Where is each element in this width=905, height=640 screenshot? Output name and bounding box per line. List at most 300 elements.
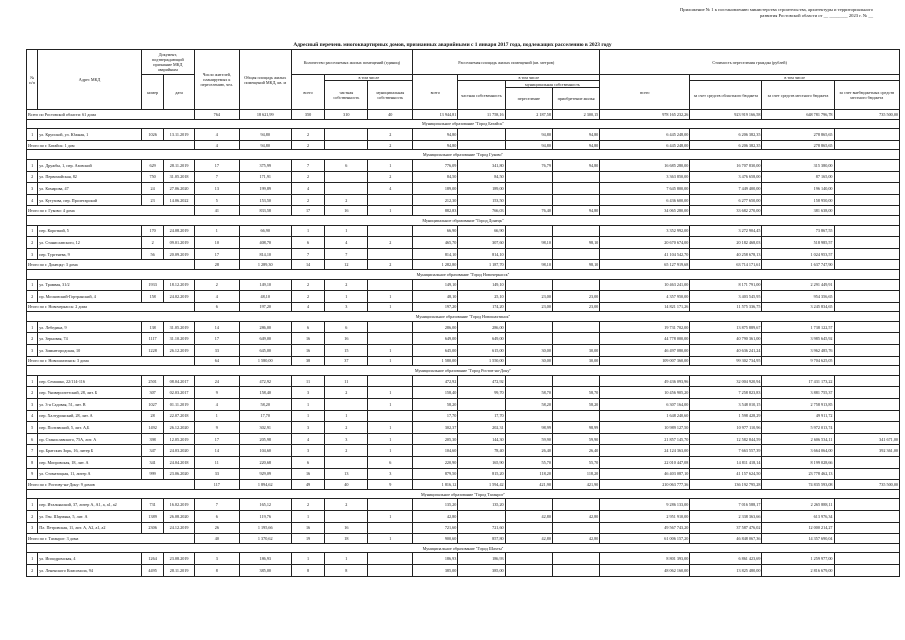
row-cell: 954 356,65 — [762, 291, 834, 303]
total-label: Итого по г. Ростову-на-Дону: 9 домов — [27, 480, 195, 490]
total-cell: 42,80 — [552, 534, 599, 544]
row-address: ул. Станиславского, 12 — [38, 237, 142, 249]
col-rooms-municipal: муниципальная собственность — [368, 81, 413, 110]
row-cell: 2 — [325, 422, 368, 434]
table-row — [27, 129, 900, 141]
row-cell — [834, 375, 899, 387]
row-cell — [834, 399, 899, 411]
row-cell — [505, 225, 552, 237]
total-cell: 197,20 — [239, 302, 291, 312]
total-cell: 98,10 — [505, 260, 552, 270]
total-cell: 6 206 382,35 — [690, 140, 762, 150]
row-cell: 104,60 — [413, 445, 458, 457]
table-row — [27, 194, 900, 206]
total-cell: 2 — [291, 140, 325, 150]
table-row — [27, 375, 900, 387]
table-row — [27, 499, 900, 511]
total-cell: 1 370,62 — [239, 534, 291, 544]
row-cell: 98,99 — [552, 422, 599, 434]
total-cell: 49 — [291, 480, 325, 490]
row-cell — [505, 321, 552, 333]
row-doc-number: 170 — [141, 225, 164, 237]
total-cell: 63 714 171,61 — [690, 260, 762, 270]
table-row — [27, 171, 900, 183]
row-cell: 158,40 — [413, 387, 458, 399]
row-cell: 1 — [291, 510, 325, 522]
total-cell — [834, 302, 899, 312]
row-cell: 3 — [368, 468, 413, 480]
row-cell: 10 — [194, 237, 239, 249]
row-cell: 17 — [194, 433, 239, 445]
row-doc-date: 23.06.2020 — [164, 468, 194, 480]
row-cell — [552, 375, 599, 387]
row-cell: 6 445 248,00 — [600, 129, 690, 141]
row-cell — [325, 399, 368, 411]
row-cell: 165,90 — [458, 457, 505, 469]
row-cell: 1 — [291, 410, 325, 422]
row-address: пер. Университетский, 28, лит. Б — [38, 387, 142, 399]
table-row — [27, 291, 900, 303]
row-cell: 472,92 — [458, 375, 505, 387]
row-cell: 2 — [291, 194, 325, 206]
row-cell: 84,50 — [458, 171, 505, 183]
col-resettle-area: Расселяемая площадь жилых помещений (кв. метров) — [413, 50, 600, 75]
row-cell — [368, 321, 413, 333]
row-cell: 315 380,00 — [762, 159, 834, 171]
total-cell: 94,80 — [239, 140, 291, 150]
row-cell: 6 — [291, 321, 325, 333]
row-cell: 307,60 — [458, 237, 505, 249]
total-cell: 735 500,00 — [834, 110, 899, 120]
row-number: 1 — [27, 159, 38, 171]
row-cell — [834, 564, 899, 576]
row-cell: 30,00 — [552, 345, 599, 357]
row-cell: 186,93 — [239, 553, 291, 565]
row-cell — [552, 248, 599, 260]
row-cell: 220,90 — [413, 457, 458, 469]
total-label: Всего по Ростовской области: 61 дома — [27, 110, 195, 120]
table-row — [27, 387, 900, 399]
row-doc-number: 341 — [141, 457, 164, 469]
row-doc-date: 31.10.2019 — [164, 333, 194, 345]
row-cell: 23,00 — [552, 291, 599, 303]
total-cell: 735 500,00 — [834, 480, 899, 490]
row-doc-date: 24.04.2018 — [164, 457, 194, 469]
total-cell: 18 — [325, 534, 368, 544]
total-cell: 2 — [368, 260, 413, 270]
row-cell: 149,10 — [413, 279, 458, 291]
row-cell: 2 606 534,11 — [762, 433, 834, 445]
row-cell: 8 199 028,66 — [762, 457, 834, 469]
row-cell: 32 004 920,94 — [690, 375, 762, 387]
row-cell — [458, 399, 505, 411]
row-cell: 2 — [368, 129, 413, 141]
row-cell — [368, 333, 413, 345]
row-doc-number: 2306 — [141, 522, 164, 534]
row-cell — [325, 129, 368, 141]
row-cell: 20 182 468,03 — [690, 237, 762, 249]
row-number: 2 — [27, 510, 38, 522]
total-cell: 9 — [368, 480, 413, 490]
row-cell: 3 363 850,00 — [600, 171, 690, 183]
col-area: Общая площадь жилых помещений МКД, кв. м — [239, 50, 291, 110]
row-cell — [325, 457, 368, 469]
row-cell: 25,10 — [458, 291, 505, 303]
row-doc-date: 31.05.2018 — [164, 171, 194, 183]
total-cell: 4 — [291, 302, 325, 312]
subtotal-row — [27, 356, 900, 366]
table-row — [27, 468, 900, 480]
row-number: 2 — [27, 333, 38, 345]
row-cell: 4 — [291, 433, 325, 445]
row-cell — [834, 171, 899, 183]
row-cell: 649,00 — [239, 333, 291, 345]
subtotal-row — [27, 260, 900, 270]
row-cell: 48 062 160,00 — [600, 564, 690, 576]
row-cell: 2 — [368, 171, 413, 183]
row-cell: 4 — [194, 291, 239, 303]
row-cell: 1 — [368, 159, 413, 171]
row-doc-number: 138 — [141, 321, 164, 333]
col-ra-municipal: муниципальная собственность — [505, 81, 600, 88]
row-cell: 4 — [194, 129, 239, 141]
row-cell: 149,10 — [239, 279, 291, 291]
total-cell: 2 187,58 — [505, 110, 552, 120]
row-cell: 8 801 393,00 — [600, 553, 690, 565]
row-cell: 23,00 — [505, 291, 552, 303]
row-cell: 3 548 010,15 — [690, 399, 762, 411]
row-cell: 929,09 — [239, 468, 291, 480]
table-row — [27, 248, 900, 260]
row-cell: 9 — [194, 387, 239, 399]
row-number: 4 — [27, 410, 38, 422]
row-cell — [834, 159, 899, 171]
row-cell: 14 — [194, 445, 239, 457]
col-cost-total: всего — [600, 75, 690, 110]
table-row — [27, 445, 900, 457]
row-cell: 341 671,00 — [834, 433, 899, 445]
row-doc-number: 2 — [141, 237, 164, 249]
row-number: 9 — [27, 468, 38, 480]
row-cell: 99,70 — [458, 387, 505, 399]
total-cell — [325, 140, 368, 150]
col-planned-people: Число жителей, планируемых к переселению, чел. — [194, 50, 239, 110]
row-cell: 158,40 — [239, 387, 291, 399]
row-number: 1 — [27, 499, 38, 511]
table-row — [27, 183, 900, 195]
row-number: 3 — [27, 345, 38, 357]
total-cell: 2 300,15 — [552, 110, 599, 120]
col-rooms-total: всего — [291, 75, 325, 110]
row-cell — [834, 194, 899, 206]
table-row — [27, 399, 900, 411]
row-cell: 392 361,00 — [834, 445, 899, 457]
row-cell: 17,70 — [458, 410, 505, 422]
row-cell — [505, 553, 552, 565]
total-cell — [834, 356, 899, 366]
total-cell: 421,90 — [505, 480, 552, 490]
row-doc-date: 31.05.2019 — [164, 321, 194, 333]
row-cell — [325, 183, 368, 195]
row-cell: 16 — [291, 345, 325, 357]
row-cell: 7 — [291, 248, 325, 260]
row-cell: 12 582 844,59 — [690, 433, 762, 445]
row-cell — [834, 129, 899, 141]
row-cell: 2 — [291, 279, 325, 291]
total-cell: 11 575 336,75 — [690, 302, 762, 312]
row-address: ул. Зимнегородская, 10 — [38, 345, 142, 357]
row-cell — [505, 522, 552, 534]
total-cell: 98,10 — [552, 260, 599, 270]
row-cell: 118,20 — [552, 468, 599, 480]
table-row — [27, 321, 900, 333]
total-label: Итого по г. Батайск: 1 дом — [27, 140, 195, 150]
row-cell — [505, 375, 552, 387]
total-label: Итого по г. Донецку: 3 дома — [27, 260, 195, 270]
row-cell: 3 — [194, 553, 239, 565]
row-cell: 286,00 — [458, 321, 505, 333]
row-cell: 14 — [194, 321, 239, 333]
row-doc-date: 28.11.2019 — [164, 564, 194, 576]
row-cell: 4 357 950,00 — [600, 291, 690, 303]
row-cell: 46 497 080,00 — [600, 345, 690, 357]
row-doc-date: 08.04.2017 — [164, 375, 194, 387]
row-cell — [834, 522, 899, 534]
row-cell: 40 790 361,00 — [690, 333, 762, 345]
row-address: пер. Семашко, 22/114-116 — [38, 375, 142, 387]
row-cell: 3 476 658,00 — [690, 171, 762, 183]
row-cell: 26 — [194, 522, 239, 534]
row-cell: 2 — [325, 194, 368, 206]
row-cell — [368, 279, 413, 291]
row-cell: 1 — [368, 445, 413, 457]
total-cell: 978 165 232,26 — [600, 110, 690, 120]
col-doc-date: дата — [164, 75, 194, 110]
row-cell — [552, 553, 599, 565]
row-cell — [505, 564, 552, 576]
row-cell: 2 — [325, 387, 368, 399]
row-cell: 3 962 485,76 — [762, 345, 834, 357]
row-address: пер. Итальянский, 37, литер А, А1, а, а1, а2 — [38, 499, 142, 511]
row-cell: 1 — [325, 291, 368, 303]
row-cell: 9 286 133,00 — [600, 499, 690, 511]
row-cell: 13 — [325, 468, 368, 480]
row-cell: 3 352 992,00 — [600, 225, 690, 237]
row-doc-date: 26.08.2020 — [164, 510, 194, 522]
row-cell — [505, 171, 552, 183]
total-cell: 350 — [291, 110, 325, 120]
row-cell: 1 — [368, 422, 413, 434]
row-address: ул. Дружбы, 1, пер. Азовский — [38, 159, 142, 171]
row-cell — [368, 522, 413, 534]
row-number: 1 — [27, 375, 38, 387]
row-cell — [552, 410, 599, 422]
total-cell: 1 — [368, 356, 413, 366]
row-cell: 94,80 — [505, 129, 552, 141]
row-cell — [458, 129, 505, 141]
row-cell: 7 — [291, 159, 325, 171]
row-cell: 66,90 — [413, 225, 458, 237]
total-cell: 14 — [291, 260, 325, 270]
row-cell: 205,98 — [239, 433, 291, 445]
municipality-row — [27, 366, 900, 376]
total-cell: 74 835 593,08 — [762, 480, 834, 490]
row-cell: 1 — [194, 225, 239, 237]
row-cell: 199,89 — [239, 183, 291, 195]
row-cell: 613 976,34 — [762, 510, 834, 522]
row-address: ул. Крупской, ул. Южная, 1 — [38, 129, 142, 141]
col-ra-total: всего — [413, 75, 458, 110]
row-cell: 55,70 — [552, 457, 599, 469]
row-cell: 815,20 — [458, 468, 505, 480]
row-cell: 6 — [325, 321, 368, 333]
row-cell: 20 670 674,00 — [600, 237, 690, 249]
row-doc-date: 02.03.2017 — [164, 387, 194, 399]
row-cell: 33 — [194, 345, 239, 357]
municipality-name: Муниципальное образование "Город Шахты" — [27, 543, 900, 553]
row-cell: 16 — [325, 333, 368, 345]
table-row — [27, 433, 900, 445]
row-cell: 2 — [368, 237, 413, 249]
row-cell: 98,10 — [505, 237, 552, 249]
row-cell: 649,00 — [413, 333, 458, 345]
row-cell: 3 272 904,45 — [690, 225, 762, 237]
col-rooms-private: частная собственность — [325, 81, 368, 110]
row-cell: 2 — [291, 171, 325, 183]
row-cell: 40 258 678,13 — [690, 248, 762, 260]
row-cell: 42,80 — [413, 510, 458, 522]
row-cell: 6 — [368, 457, 413, 469]
row-cell — [834, 499, 899, 511]
municipality-name: Муниципальное образование "Город Таганрог" — [27, 489, 900, 499]
row-cell: 472,92 — [239, 375, 291, 387]
total-cell: 33 682 270,00 — [690, 206, 762, 216]
total-cell: 42,80 — [505, 534, 552, 544]
subtotal-row — [27, 206, 900, 216]
total-cell: 3 — [325, 302, 368, 312]
row-cell: 1 648 240,60 — [600, 410, 690, 422]
row-doc-number: 23 — [141, 194, 164, 206]
table-row — [27, 522, 900, 534]
row-address: Пл. Петровская, 11, лит. А, А2, а1, а2 — [38, 522, 142, 534]
total-cell: 1 187,70 — [458, 260, 505, 270]
row-cell — [505, 499, 552, 511]
total-cell: 310 — [325, 110, 368, 120]
row-cell: 58,20 — [239, 399, 291, 411]
row-cell: 15 — [325, 345, 368, 357]
row-cell: 814,10 — [413, 248, 458, 260]
row-doc-number: 1027 — [141, 399, 164, 411]
row-doc-number: 1026 — [141, 129, 164, 141]
municipality-name: Муниципальное образование "Город Новошахтинск" — [27, 312, 900, 322]
col-rooms-byform: в том числе — [325, 75, 413, 81]
total-cell: 99 302 734,95 — [690, 356, 762, 366]
row-doc-number: 629 — [141, 159, 164, 171]
row-doc-date: 20.09.2019 — [164, 248, 194, 260]
row-number: 2 — [27, 291, 38, 303]
col-ra-relocation: переселение — [505, 88, 552, 110]
total-cell: 1 637 747,90 — [762, 260, 834, 270]
col-doc-number: номер — [141, 75, 164, 110]
row-cell: 286,00 — [239, 321, 291, 333]
row-doc-date: 26.12.2020 — [164, 422, 194, 434]
municipality-name: Муниципальное образование "Город Батайск" — [27, 119, 900, 129]
table-row — [27, 333, 900, 345]
row-doc-date: 23.08.2019 — [164, 553, 194, 565]
row-cell: 2 265 888,11 — [762, 499, 834, 511]
table-row — [27, 279, 900, 291]
table-row — [27, 225, 900, 237]
row-cell: 8 — [194, 564, 239, 576]
total-cell: 18 621,99 — [239, 110, 291, 120]
row-cell: 59,90 — [505, 433, 552, 445]
municipality-name: Муниципальное образование "Город Ростов-на-Дону" — [27, 366, 900, 376]
row-number: 4 — [27, 194, 38, 206]
municipality-name: Муниципальное образование "Город Гуково" — [27, 150, 900, 160]
row-cell: 94,80 — [552, 159, 599, 171]
row-cell: 13 875 889,67 — [690, 321, 762, 333]
row-cell: 135,20 — [458, 499, 505, 511]
row-doc-number: 398 — [141, 433, 164, 445]
row-address: пер. Полтавский, 5, лит. А,Б — [38, 422, 142, 434]
row-doc-date: 18.12.2019 — [164, 279, 194, 291]
row-cell: 2 — [291, 291, 325, 303]
total-cell: 1 580,00 — [239, 356, 291, 366]
row-cell: 879,50 — [413, 468, 458, 480]
row-cell: 66,90 — [239, 225, 291, 237]
total-cell: 117 — [194, 480, 239, 490]
row-cell: 98,99 — [505, 422, 552, 434]
row-cell: 26,40 — [552, 445, 599, 457]
row-cell: 10 463 241,00 — [600, 279, 690, 291]
row-cell: 186,93 — [413, 553, 458, 565]
total-label: Итого по г. Таганрог: 3 дома — [27, 534, 195, 544]
total-cell: 46 848 067,36 — [690, 534, 762, 544]
row-cell: 205,30 — [413, 433, 458, 445]
total-cell — [834, 260, 899, 270]
col-ra-private: частная собственность — [458, 81, 505, 110]
row-cell — [834, 468, 899, 480]
row-cell: 17 431 173,22 — [762, 375, 834, 387]
row-doc-date: 01.11.2019 — [164, 399, 194, 411]
row-cell — [834, 410, 899, 422]
total-cell: 94,80 — [552, 140, 599, 150]
row-cell: 286,00 — [413, 321, 458, 333]
row-cell: 7 663 557,39 — [690, 445, 762, 457]
row-cell: 6 277 650,00 — [690, 194, 762, 206]
total-cell: 19 — [291, 534, 325, 544]
grand-total-row — [27, 110, 900, 120]
row-number: 7 — [27, 445, 38, 457]
row-number: 1 — [27, 553, 38, 565]
col-cost-local: за счет средств местного бюджета — [762, 81, 834, 110]
row-cell: 144,30 — [458, 433, 505, 445]
row-cell: 7 449 400,00 — [690, 183, 762, 195]
table-row — [27, 410, 900, 422]
total-cell: 40 — [194, 534, 239, 544]
row-cell: 42,80 — [552, 510, 599, 522]
total-cell: 766,03 — [458, 206, 505, 216]
total-cell: 1 — [368, 206, 413, 216]
municipality-row — [27, 215, 900, 225]
row-cell — [368, 564, 413, 576]
row-doc-date: 12.05.2019 — [164, 433, 194, 445]
row-number: 3 — [27, 183, 38, 195]
total-cell: 6 — [194, 302, 239, 312]
row-cell: 10 989 127,50 — [600, 422, 690, 434]
row-cell: 7 — [194, 499, 239, 511]
total-cell: 278 865,65 — [762, 140, 834, 150]
